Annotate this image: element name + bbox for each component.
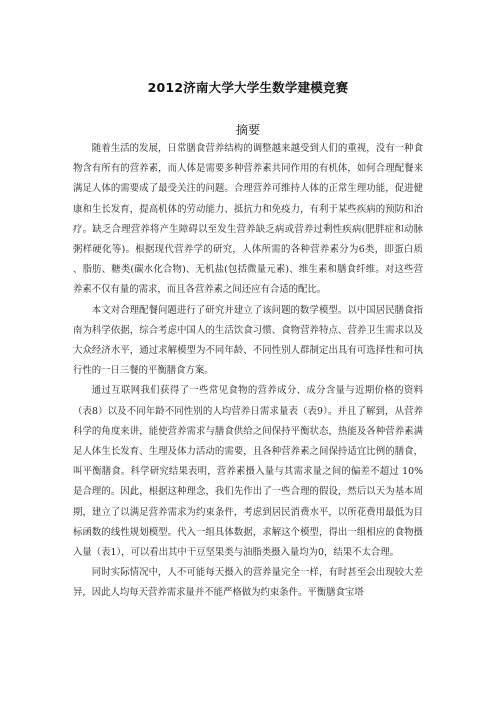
abstract-heading: 摘要 (235, 123, 260, 137)
paragraph-2: 本文对合理配餐问题进行了研究并建立了该问题的数学模型。以中国居民膳食指南为科学依据，综合考虑中国人的生活饮食习惯、食物营养特点、营养卫生需求以及大众经济水平，通过求解模型为不同年龄、不同性别人群制定出具有可选择性和可执行性的一日三餐的平衡膳食方案。 (73, 304, 423, 377)
abstract-body (73, 139, 423, 604)
paragraph-3: 通过互联网我们获得了一些常见食物的营养成分、成分含量与近期价格的资料（表8）以及不同年龄不同性别的人均营养日需求量表（表9）。并且了解到，从营养科学的角度来讲，能使营养需求与膳食供给之间保持平衡状态，热能及各种营养素满足人体生长发育、生理及体力活动的需要，且各种营养素之间保持适宜比例的膳食，叫平衡膳食。科学研究结果表明，营养素摄入量与其需求量之间的偏差不超过 10%是合理的。因此，根据这种理念，我们先作出了一些合理的假设，然后以天为基本周期，建立了以满足营养需求为约束条件，考虑到居民消费水平，以所花费用最低为目标函数的线性规划模型。代入一组具体数据，求解这个模型，得出一组相应的食物摄入量（表1），可以看出其中干豆坚果类与油脂类摄入量均为0，结果不太合理。 (73, 385, 423, 559)
paragraph-1: 随着生活的发展，日常膳食营养结构的调整越来越受到人们的重视，没有一种食物含有所有的营养素，而人体是需要多种营养素共同作用的有机体，如何合理配餐来满足人体的需要成了最受关注的问题。合理营养可维持人体的正常生理功能，促进健康和生长发育，提高机体的劳动能力、抵抗力和免疫力，有利于某些疾病的预防和治疗。缺乏合理营养将产生障碍以至发生营养缺乏病或营养过剩性疾病(肥胖症和动脉粥样硬化等)。根据现代营养学的研究，人体所需的各种营养素分为6类，即蛋白质 、脂肪、糖类(碳水化合物)、无机盐(包括微量元素)、维生素和膳食纤维。对这些营养素不仅有量的需求，而且各营养素之间还应有合适的配比。 (73, 143, 423, 296)
document-title: 2012济南大学大学生数学建模竞赛 (147, 80, 349, 95)
paragraph-4: 同时实际情况中，人不可能每天摄入的营养量完全一样，有时甚至会出现较大差异，因此人均每天营养需求量并不能严格做为约束条件。平衡膳食宝塔 (73, 567, 423, 599)
